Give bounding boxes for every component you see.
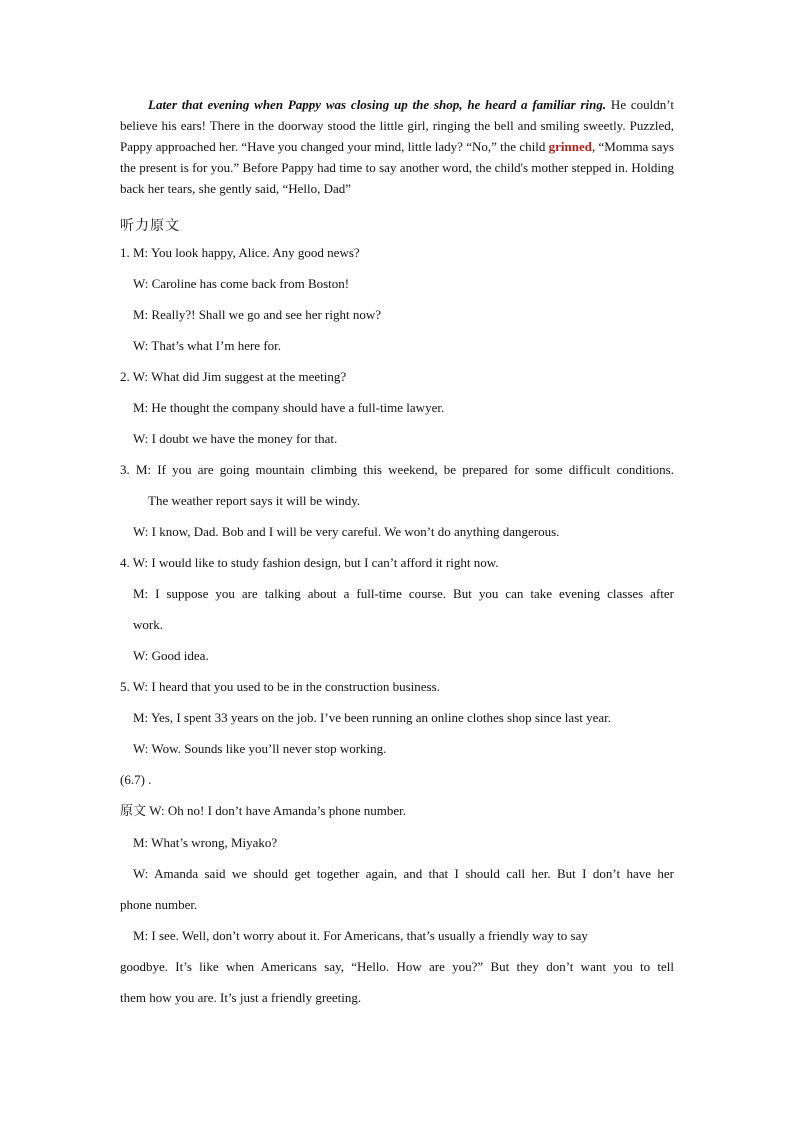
transcript-line: M: He thought the company should have a full-time lawyer. xyxy=(133,400,445,415)
transcript-line: W: Amanda said we should get together again, and that I should call her. But I don’t have her xyxy=(133,866,674,881)
transcript-line: M: I suppose you are talking about a full-time course. But you can take evening classes after xyxy=(133,586,674,601)
transcript-line: 3. M: If you are going mountain climbing this weekend, be prepared for some difficult conditions. xyxy=(120,462,674,477)
transcript-line: phone number. xyxy=(120,897,198,912)
transcript-line: W: Good idea. xyxy=(133,648,209,663)
transcript-line: 1. M: You look happy, Alice. Any good news? xyxy=(120,245,360,260)
story-text-end: , “Momma says the present is for you.” Before Pappy had time to say another word, the child's mother stepped in. Holding back her tears, she gently said, “Hello, Dad” xyxy=(120,139,675,196)
transcript-line: M: What’s wrong, Miyako? xyxy=(133,835,278,850)
transcript-line: them how you are. It’s just a friendly greeting. xyxy=(120,990,362,1005)
document-page xyxy=(120,94,674,1013)
section-heading: 听力原文 xyxy=(120,218,180,234)
transcript-line: 4. W: I would like to study fashion design, but I can’t afford it right now. xyxy=(120,555,499,570)
transcript-label: 原文 xyxy=(120,804,147,819)
transcript-line: W: I know, Dad. Bob and I will be very careful. We won’t do anything dangerous. xyxy=(133,524,560,539)
transcript-line: W: Caroline has come back from Boston! xyxy=(133,276,350,291)
transcript-line: (6.7) . xyxy=(120,772,152,787)
transcript-line: work. xyxy=(133,617,163,632)
transcript-line: W: I doubt we have the money for that. xyxy=(133,431,338,446)
transcript-line: 2. W: What did Jim suggest at the meeting? xyxy=(120,369,347,384)
transcript-line: M: Really?! Shall we go and see her right now? xyxy=(133,307,382,322)
transcript-line: 5. W: I heard that you used to be in the construction business. xyxy=(120,679,440,694)
transcript-line xyxy=(120,795,674,827)
transcript-line: M: Yes, I spent 33 years on the job. I’ve been running an online clothes shop since last year. xyxy=(133,710,612,725)
transcript-line: W: Wow. Sounds like you’ll never stop working. xyxy=(133,741,387,756)
transcript-line: M: I see. Well, don’t worry about it. For Americans, that’s usually a friendly way to say xyxy=(133,928,588,943)
story-lead-sentence: Later that evening when Pappy was closing up the shop, he heard a familiar ring. xyxy=(148,97,607,112)
highlighted-word: grinned xyxy=(548,139,592,154)
transcript-line: goodbye. It’s like when Americans say, “Hello. How are you?” But they don’t want you to tell xyxy=(120,959,674,974)
transcript-line: The weather report says it will be windy. xyxy=(148,493,361,508)
listening-transcript xyxy=(120,237,674,1013)
story-text: He couldn’t believe his ears! There in the doorway stood the little girl, ringing the bell and smiling sweetly. Puzzled, Pappy approached her. “Have you changed your mind, little lady? “No,” the child xyxy=(120,97,674,154)
transcript-line: W: That’s what I’m here for. xyxy=(133,338,282,353)
transcript-text: W: Oh no! I don’t have Amanda’s phone number. xyxy=(146,803,406,818)
story-paragraph xyxy=(120,94,674,199)
